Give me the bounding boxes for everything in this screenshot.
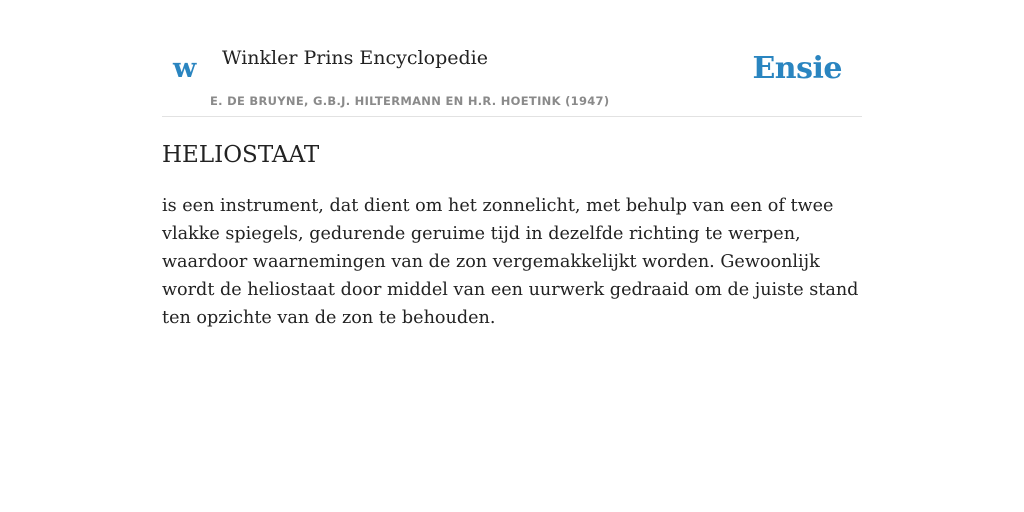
source-logo-icon[interactable]: w xyxy=(173,53,197,84)
source-title-link[interactable]: Winkler Prins Encyclopedie xyxy=(222,47,488,69)
entry-title: HELIOSTAAT xyxy=(162,142,320,168)
source-authors: E. DE BRUYNE, G.B.J. HILTERMANN EN H.R. HOETINK (1947) xyxy=(210,94,610,108)
ensie-logo-link[interactable]: Ensie xyxy=(752,51,842,86)
entry-body: is een instrument, dat dient om het zonnelicht, met behulp van een of twee vlakke spiegels, gedurende geruime tijd in dezelfde richting te werpen, waardoor waarnemingen van de zon vergemakkelijkt worden. Gewoonlijk wordt de heliostaat door middel van een uurwerk gedraaid om de juiste stand ten opzichte van de zon te behouden. xyxy=(162,196,859,328)
source-header xyxy=(162,0,862,117)
